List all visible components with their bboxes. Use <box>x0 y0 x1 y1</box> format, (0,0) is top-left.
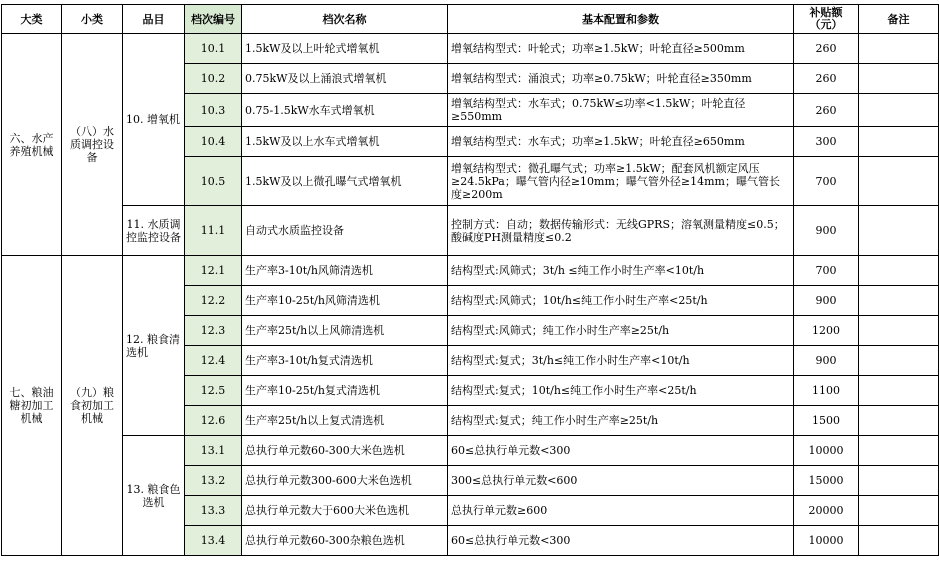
grade-name: 总执行单元数300-600大米色选机 <box>242 466 448 496</box>
subsidy-amount: 260 <box>794 94 859 127</box>
grade-code: 12.2 <box>185 286 242 316</box>
grade-name: 生产率25t/h以上复式清选机 <box>242 406 448 436</box>
note-cell <box>859 64 939 94</box>
grade-name: 1.5kW及以上微孔曝气式增氧机 <box>242 157 448 206</box>
grade-spec: 总执行单元数≥600 <box>448 496 794 526</box>
table-row <box>2 256 939 286</box>
grade-spec: 结构型式:风筛式；纯工作小时生产率≥25t/h <box>448 316 794 346</box>
subsidy-amount: 15000 <box>794 466 859 496</box>
grade-name: 0.75-1.5kW水车式增氧机 <box>242 94 448 127</box>
header-note: 备注 <box>859 5 939 34</box>
subsidy-amount: 10000 <box>794 436 859 466</box>
grade-code: 10.3 <box>185 94 242 127</box>
header-subcategory: 小类 <box>62 5 123 34</box>
grade-spec: 结构型式:风筛式；3t/h ≤纯工作小时生产率<10t/h <box>448 256 794 286</box>
grade-code: 10.2 <box>185 64 242 94</box>
grade-spec: 增氧结构型式：水车式；功率≥1.5kW；叶轮直径≥650mm <box>448 127 794 157</box>
category-cell: 六、水产养殖机械 <box>2 34 62 256</box>
grade-code: 10.4 <box>185 127 242 157</box>
note-cell <box>859 526 939 556</box>
grade-name: 生产率3-10t/h风筛清选机 <box>242 256 448 286</box>
grade-spec: 60≤总执行单元数<300 <box>448 526 794 556</box>
grade-name: 0.75kW及以上涌浪式增氧机 <box>242 64 448 94</box>
subcategory-cell: （八）水质调控设备 <box>62 34 123 256</box>
table-row <box>2 206 939 256</box>
grade-code: 12.3 <box>185 316 242 346</box>
grade-name: 生产率10-25t/h复式清选机 <box>242 376 448 406</box>
item-cell: 11. 水质调控监控设备 <box>123 206 185 256</box>
note-cell <box>859 346 939 376</box>
note-cell <box>859 256 939 286</box>
grade-code: 10.5 <box>185 157 242 206</box>
subcategory-cell: （九）粮食初加工机械 <box>62 256 123 556</box>
note-cell <box>859 466 939 496</box>
grade-name: 1.5kW及以上水车式增氧机 <box>242 127 448 157</box>
grade-spec: 300≤总执行单元数<600 <box>448 466 794 496</box>
grade-spec: 增氧结构型式：微孔曝气式；功率≥1.5kW；配套风机额定风压≥24.5kPa；曝气管内径≥10mm；曝气管外径≥14mm；曝气管长度≥200m <box>448 157 794 206</box>
grade-name: 自动式水质监控设备 <box>242 206 448 256</box>
grade-code: 12.6 <box>185 406 242 436</box>
grade-spec: 结构型式:复式；纯工作小时生产率≥25t/h <box>448 406 794 436</box>
note-cell <box>859 34 939 64</box>
note-cell <box>859 206 939 256</box>
note-cell <box>859 436 939 466</box>
header-grade-name: 档次名称 <box>242 5 448 34</box>
subsidy-amount: 900 <box>794 286 859 316</box>
grade-name: 总执行单元数60-300大米色选机 <box>242 436 448 466</box>
subsidy-amount: 20000 <box>794 496 859 526</box>
subsidy-amount: 10000 <box>794 526 859 556</box>
subsidy-amount: 300 <box>794 127 859 157</box>
subsidy-amount: 900 <box>794 346 859 376</box>
grade-code: 13.1 <box>185 436 242 466</box>
subsidy-amount: 1500 <box>794 406 859 436</box>
grade-code: 13.2 <box>185 466 242 496</box>
grade-spec: 增氧结构型式：涌浪式；功率≥0.75kW；叶轮直径≥350mm <box>448 64 794 94</box>
grade-code: 12.4 <box>185 346 242 376</box>
grade-spec: 结构型式:复式；10t/h≤纯工作小时生产率<25t/h <box>448 376 794 406</box>
table-row <box>2 34 939 64</box>
category-cell: 七、粮油糖初加工机械 <box>2 256 62 556</box>
grade-spec: 结构型式:复式；3t/h≤纯工作小时生产率<10t/h <box>448 346 794 376</box>
grade-code: 11.1 <box>185 206 242 256</box>
note-cell <box>859 406 939 436</box>
grade-spec: 增氧结构型式：叶轮式；功率≥1.5kW；叶轮直径≥500mm <box>448 34 794 64</box>
grade-spec: 增氧结构型式：水车式；0.75kW≤功率<1.5kW；叶轮直径≥550mm <box>448 94 794 127</box>
note-cell <box>859 316 939 346</box>
grade-code: 12.5 <box>185 376 242 406</box>
subsidy-amount: 700 <box>794 256 859 286</box>
grade-code: 13.3 <box>185 496 242 526</box>
header-item: 品目 <box>123 5 185 34</box>
subsidy-amount: 260 <box>794 34 859 64</box>
grade-name: 生产率25t/h以上风筛清选机 <box>242 316 448 346</box>
grade-spec: 控制方式：自动；数据传输形式：无线GPRS；溶氧测量精度≤0.5；酸碱度PH测量精度≤0.2 <box>448 206 794 256</box>
header-subsidy: 补贴额 （元） <box>794 5 859 34</box>
subsidy-amount: 900 <box>794 206 859 256</box>
grade-name: 生产率3-10t/h复式清选机 <box>242 346 448 376</box>
note-cell <box>859 127 939 157</box>
item-cell: 12. 粮食清选机 <box>123 256 185 436</box>
table-row <box>2 436 939 466</box>
item-cell: 13. 粮食色选机 <box>123 436 185 556</box>
subsidy-amount: 1100 <box>794 376 859 406</box>
note-cell <box>859 157 939 206</box>
header-grade-code: 档次编号 <box>185 5 242 34</box>
note-cell <box>859 496 939 526</box>
header-spec: 基本配置和参数 <box>448 5 794 34</box>
grade-code: 12.1 <box>185 256 242 286</box>
grade-code: 10.1 <box>185 34 242 64</box>
note-cell <box>859 94 939 127</box>
note-cell <box>859 286 939 316</box>
grade-name: 1.5kW及以上叶轮式增氧机 <box>242 34 448 64</box>
grade-spec: 结构型式:风筛式；10t/h≤纯工作小时生产率<25t/h <box>448 286 794 316</box>
grade-spec: 60≤总执行单元数<300 <box>448 436 794 466</box>
header-category: 大类 <box>2 5 62 34</box>
subsidy-amount: 1200 <box>794 316 859 346</box>
subsidy-table <box>1 4 939 556</box>
subsidy-amount: 260 <box>794 64 859 94</box>
note-cell <box>859 376 939 406</box>
grade-name: 总执行单元数大于600大米色选机 <box>242 496 448 526</box>
item-cell: 10. 增氧机 <box>123 34 185 206</box>
header-row <box>2 5 939 34</box>
grade-code: 13.4 <box>185 526 242 556</box>
grade-name: 总执行单元数60-300杂粮色选机 <box>242 526 448 556</box>
subsidy-amount: 700 <box>794 157 859 206</box>
grade-name: 生产率10-25t/h风筛清选机 <box>242 286 448 316</box>
